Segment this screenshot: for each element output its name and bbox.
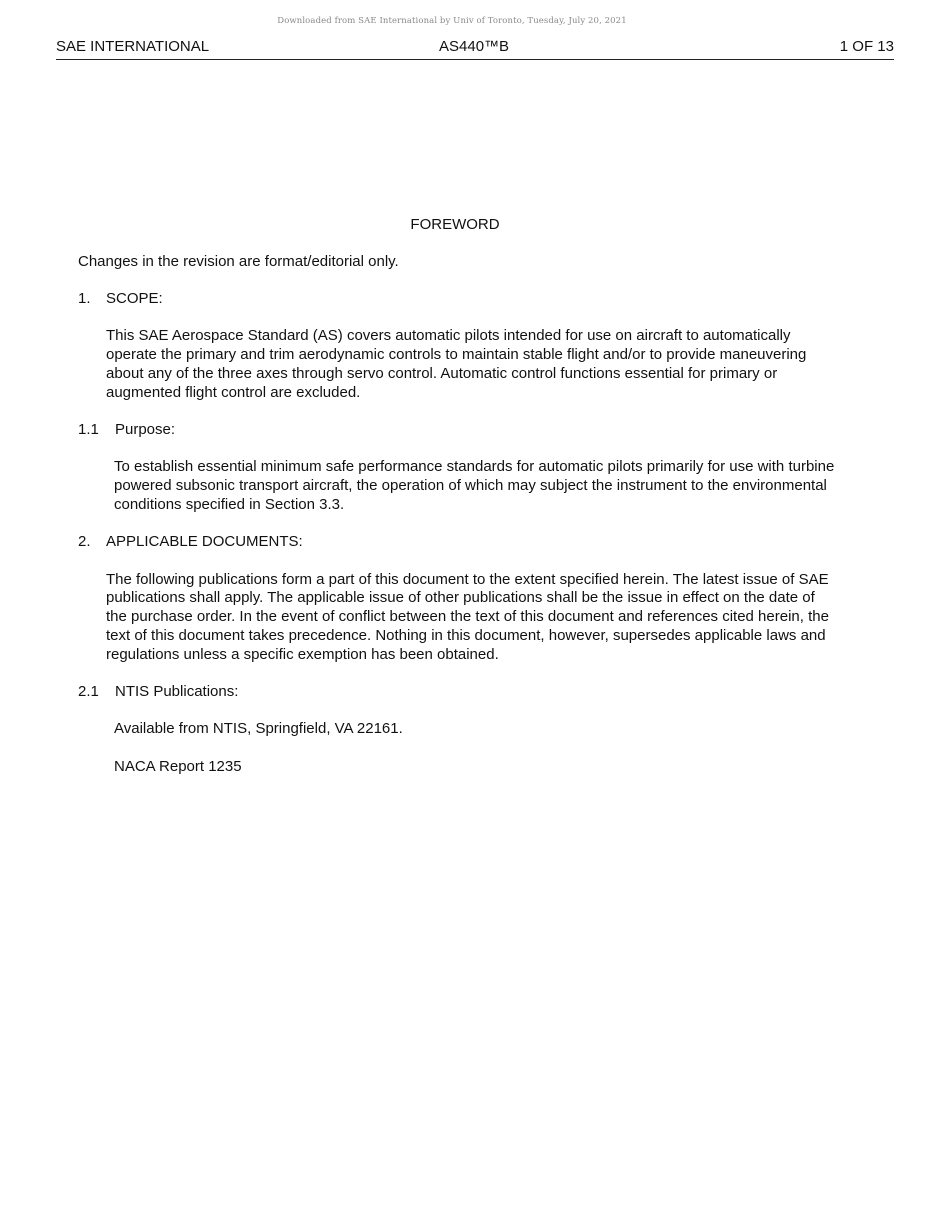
download-notice: Downloaded from SAE International by Univ of Toronto, Tuesday, July 20, 2021 (277, 16, 627, 26)
document-body (78, 216, 838, 795)
section-number: 1. (78, 290, 91, 308)
header-page-number: 1 OF 13 (839, 38, 894, 55)
section-purpose-heading (78, 421, 838, 440)
section-number: 2.1 (78, 683, 99, 701)
applicable-documents-text: The following publications form a part of this document to the extent specified herein. The latest issue of SAE publications shall apply. The applicable issue of other publications shall be the issue in effect on the date of the purchase order. In the event of conflict between the text of this document and references cited herein, the text of this document takes precedence. Nothing in this document, however, supersedes applicable laws and regulations unless a specific exemption has been obtained. (106, 570, 829, 663)
purpose-text: To establish essential minimum safe performance standards for automatic pilots primarily for use with turbine powered subsonic transport aircraft, the operation of which may subject the instrument to the environmental conditions specified in Section 3.3. (114, 458, 835, 513)
foreword-title: FOREWORD (410, 216, 500, 233)
section-title: APPLICABLE DOCUMENTS: (106, 533, 303, 551)
page-header (56, 38, 894, 60)
section-applicable-documents-heading (78, 533, 838, 552)
section-title: SCOPE: (106, 290, 163, 308)
header-organization: SAE INTERNATIONAL (56, 38, 210, 55)
ntis-availability-text: Available from NTIS, Springfield, VA 22161. (114, 720, 403, 738)
header-document-id: AS440™B (439, 38, 510, 55)
section-scope-heading (78, 290, 838, 309)
section-title: NTIS Publications: (115, 683, 239, 701)
section-number: 2. (78, 533, 91, 551)
section-title: Purpose: (115, 421, 176, 439)
scope-text: This SAE Aerospace Standard (AS) covers automatic pilots intended for use on aircraft to automatically operate the primary and trim aerodynamic controls to maintain stable flight and/or to provide maneuvering about any of the three axes through servo control. Automatic control functions essential for primary or augmented flight control are excluded. (106, 327, 807, 401)
section-ntis-heading (78, 683, 838, 702)
ntis-report-text: NACA Report 1235 (114, 757, 242, 775)
section-number: 1.1 (78, 421, 99, 439)
foreword-text: Changes in the revision are format/editorial only. (78, 252, 399, 270)
